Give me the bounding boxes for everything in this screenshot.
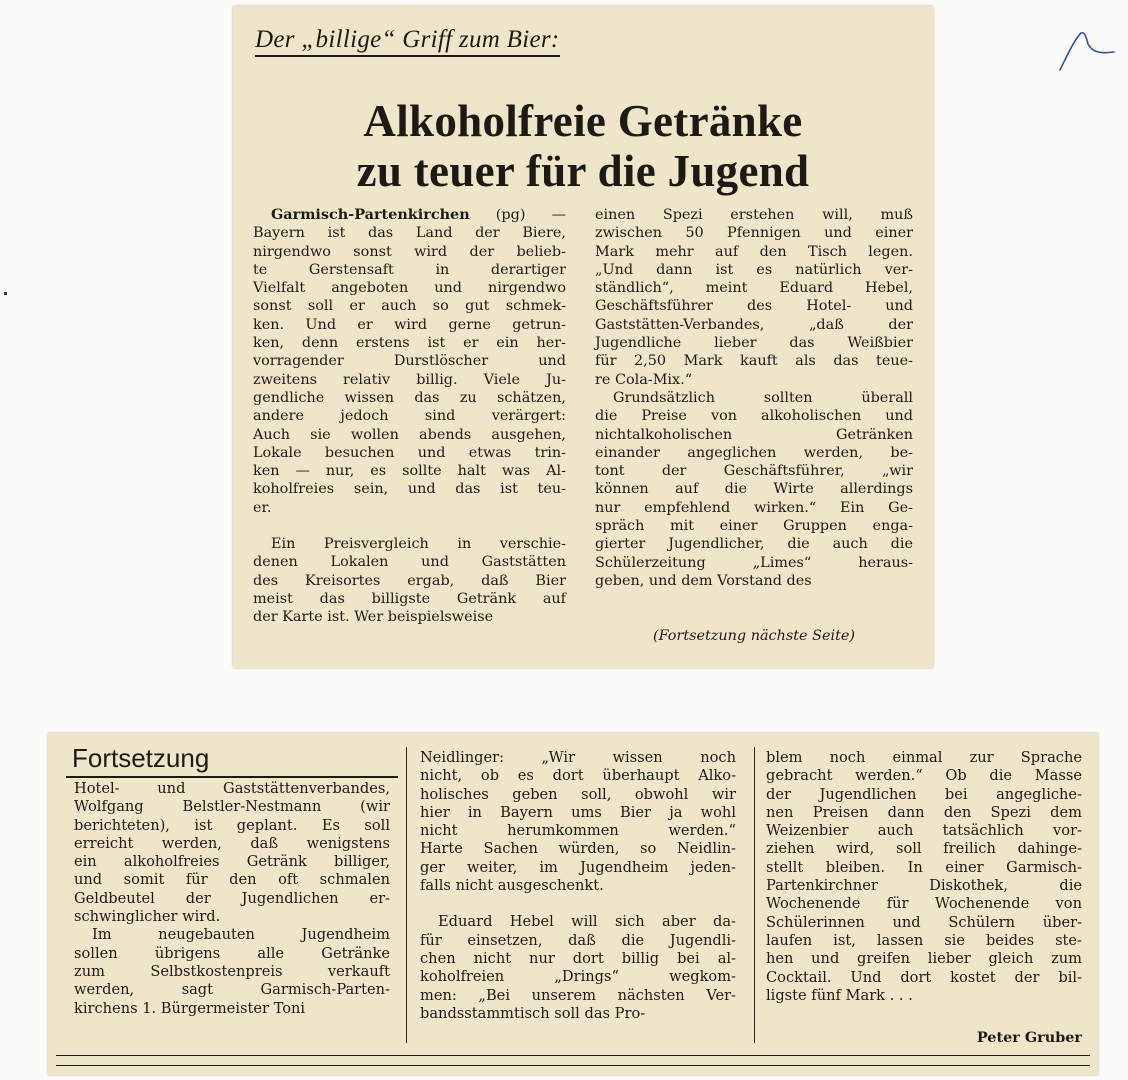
text-line: Partenkirchner Diskothek, die xyxy=(766,877,1082,895)
text-line: Geldbeutel der Jugendlichen er- xyxy=(74,889,390,907)
text-line: vorragender Durstlöscher und xyxy=(253,353,566,370)
text-line: koholfreien „Drings“ wegkom- xyxy=(420,968,736,986)
text-line: ger weiter, im Jugendheim jeden- xyxy=(420,858,736,876)
text-line: zwischen 50 Pfennigen und einer xyxy=(595,225,913,242)
text-line: spräch mit einer Gruppen enga- xyxy=(595,518,913,535)
text-line: hier in Bayern ums Bier ja wohl xyxy=(420,803,736,821)
text-line: ken, denn erstens ist er ein her- xyxy=(253,335,566,352)
text-line: stellt bleiben. In einer Garmisch- xyxy=(766,858,1082,876)
text-line: berichteten), ist geplant. Es soll xyxy=(74,816,390,834)
text-line: meist das billigste Getränk auf xyxy=(253,590,566,607)
article-clipping-bottom xyxy=(48,733,1098,1075)
text-line: sonst soll er auch so gut schmek- xyxy=(253,298,566,315)
text-line: Auch sie wollen abends ausgehen, xyxy=(253,426,566,443)
text-line: re Cola-Mix.“ xyxy=(595,371,693,388)
text-line: kirchens 1. Bürgermeister Toni xyxy=(74,999,306,1017)
bottom-rule-2 xyxy=(56,1065,1090,1066)
text-line: gebracht werden.“ Ob die Masse xyxy=(766,767,1082,785)
text-line: Vielfalt angeboten und nirgendwo xyxy=(253,280,566,297)
text-line: hen und greifen lieber gleich zum xyxy=(766,950,1082,968)
text-line: schwinglicher wird. xyxy=(74,908,221,926)
text-line: denen Lokalen und Gaststätten xyxy=(253,554,566,571)
headline-line-1: Alkoholfreie Getränke xyxy=(363,96,803,146)
text-line: nichtalkoholischen Getränken xyxy=(595,426,913,443)
text-line: gierter Jugendlicher, die auch die xyxy=(595,536,913,553)
text-line: einen Spezi erstehen will, muß xyxy=(595,207,913,223)
text-line: die Preise von alkoholischen und xyxy=(595,408,913,425)
headline-line-2: zu teuer für die Jugend xyxy=(356,146,810,196)
text-line: nirgendwo sonst wird der belieb- xyxy=(253,243,566,260)
text-line: Wolfgang Belstler-Nestmann (wir xyxy=(74,798,390,816)
article-kicker: Der „billige“ Griff zum Bier: xyxy=(255,26,560,57)
text-line: andere jedoch sind verärgert: xyxy=(253,408,566,425)
text-line: geben, und dem Vorstand des xyxy=(595,572,812,589)
column-divider-1 xyxy=(406,747,407,1043)
paragraph-gap xyxy=(253,517,566,535)
paragraph-gap xyxy=(420,895,736,913)
margin-mark xyxy=(4,292,7,295)
text-line: Jugendliche lieber das Weißbier xyxy=(595,335,913,352)
continued-note xyxy=(595,627,913,645)
text-line: für 2,50 Mark kauft als das teue- xyxy=(595,353,913,370)
text-line: „Und dann ist es natürlich ver- xyxy=(595,261,913,278)
text-line: Weizenbier auch tatsächlich vor- xyxy=(766,822,1082,840)
text-line: Ein Preisvergleich in verschie- xyxy=(271,536,566,553)
text-line: Wochenende für Wochenende von xyxy=(766,895,1082,913)
text-line: nicht herumkommen werden.“ xyxy=(420,822,736,840)
text-line: Hotel- und Gaststättenverbandes, xyxy=(74,780,390,797)
continuation-title: Fortsetzung xyxy=(72,743,210,773)
dateline: Garmisch-Partenkirchen xyxy=(271,206,470,223)
text-line: tont der Geschäftsführer, „wir xyxy=(595,463,913,480)
text-line: Neidlinger: „Wir wissen noch xyxy=(420,749,736,766)
text-line: Schülerinnen und Schülern über- xyxy=(766,913,1082,931)
text-line: zweitens relativ billig. Viele Ju- xyxy=(253,371,566,388)
text-line: nur empfehlend wirken.“ Ein Ge- xyxy=(595,499,913,516)
text-line: Eduard Hebel will sich aber da- xyxy=(438,913,736,931)
handwritten-mark-icon xyxy=(1052,22,1122,77)
article-clipping-top xyxy=(233,6,933,668)
text-line: des Kreisortes ergab, daß Bier xyxy=(253,572,566,589)
continuation-column-2 xyxy=(420,749,736,1023)
text-line: Garmisch-Partenkirchen (pg) — xyxy=(271,206,566,223)
text-line: Grundsätzlich sollten überall xyxy=(613,389,913,406)
text-line: Harte Sachen würden, so Neidlin- xyxy=(420,840,736,858)
text-line: falls nicht ausgeschenkt. xyxy=(420,877,604,895)
article-column-2 xyxy=(595,206,913,590)
text-line: der Karte ist. Wer beispielsweise xyxy=(253,609,494,626)
text-line: te Gerstensaft in derartiger xyxy=(253,261,566,278)
text-line: und somit für den oft schmalen xyxy=(74,871,390,889)
continuation-column-1 xyxy=(74,780,390,1018)
text-line: ziehen wird, soll freilich dahinge- xyxy=(766,840,1082,858)
text-line: laufen ist, lassen sie beides ste- xyxy=(766,931,1082,949)
text-line: men: „Bei unserem nächsten Ver- xyxy=(420,986,736,1004)
text-line: für einsetzen, daß die Jugendli- xyxy=(420,931,736,949)
text-line: Geschäftsführer des Hotel- und xyxy=(595,298,913,315)
continuation-column-3 xyxy=(766,749,1082,1005)
continued-note-row xyxy=(595,627,913,645)
text-line: ken — nur, es sollte halt was Al- xyxy=(253,463,566,480)
text-line: Lokale besuchen und etwas trin- xyxy=(253,444,566,461)
title-rule xyxy=(66,776,398,778)
text-line: chen nicht nur dort billig bei al- xyxy=(420,949,736,967)
text-line: Cocktail. Und dort kostet der bil- xyxy=(766,968,1082,986)
text-line: koholfreies sein, und das ist teu- xyxy=(253,481,566,498)
text-line: ken. Und er wird gerne getrun- xyxy=(253,316,566,333)
text-line: ligste fünf Mark . . . xyxy=(766,986,913,1004)
text-line: nicht, ob es dort überhaupt Alko- xyxy=(420,767,736,785)
text-line: Schülerzeitung „Limes“ heraus- xyxy=(595,554,913,571)
text-line: können auf die Wirte allerdings xyxy=(595,481,913,498)
text-line: der Jugendlichen bei angegliche- xyxy=(766,785,1082,803)
text-line: Bayern ist das Land der Biere, xyxy=(253,225,566,242)
text-line: sollen übrigens alle Getränke xyxy=(74,944,390,962)
text-line: gendliche wissen das zu schätzen, xyxy=(253,389,566,406)
text-line: erreicht werden, daß wenigstens xyxy=(74,834,390,852)
text-line: holisches geben soll, obwohl wir xyxy=(420,785,736,803)
text-line: blem noch einmal zur Sprache xyxy=(766,749,1082,766)
text-line: ein alkoholfreies Getränk billiger, xyxy=(74,853,390,871)
text-line: Gaststätten-Verbandes, „daß der xyxy=(595,316,913,333)
text-line: einander angeglichen werden, be- xyxy=(595,444,913,461)
article-column-1 xyxy=(253,206,566,627)
byline: Peter Gruber xyxy=(976,1029,1082,1046)
text-line: nen Preisen dann den Spezi dem xyxy=(766,803,1082,821)
column-divider-2 xyxy=(754,747,755,1043)
text-line: er. xyxy=(253,499,272,516)
text-line: ständlich“, meint Eduard Hebel, xyxy=(595,280,913,297)
text-line: Mark mehr auf den Tisch legen. xyxy=(595,243,913,260)
continued-note-text: (Fortsetzung nächste Seite) xyxy=(652,628,856,644)
bottom-rule-1 xyxy=(56,1055,1090,1056)
text-line: Im neugebauten Jugendheim xyxy=(92,926,390,944)
text-line: bandsstammtisch soll das Pro- xyxy=(420,1004,646,1022)
text-line: werden, sagt Garmisch-Parten- xyxy=(74,981,390,999)
text-line: zum Selbstkostenpreis verkauft xyxy=(74,962,390,980)
